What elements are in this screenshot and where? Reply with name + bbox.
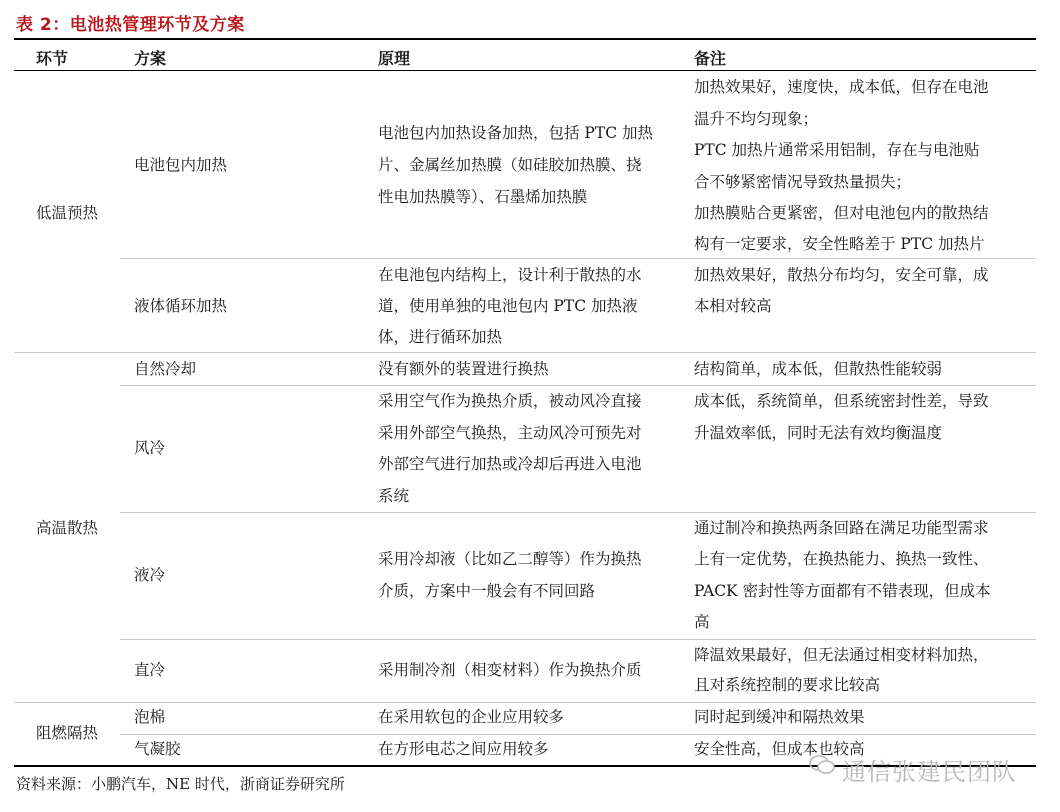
notes-line: 本相对较高 bbox=[694, 297, 772, 315]
group-low-temp: 低温预热 bbox=[36, 204, 99, 222]
principle-line: 系统 bbox=[378, 487, 410, 505]
scheme-cell: 直冷 bbox=[134, 661, 166, 679]
notes-line: 降温效果最好，但无法通过相变材料加热， bbox=[694, 646, 989, 664]
notes-line: 成本低，系统简单，但系统密封性差，导致 bbox=[694, 392, 989, 410]
scheme-cell: 液体循环加热 bbox=[134, 297, 228, 315]
group-high-temp: 高温散热 bbox=[36, 519, 99, 537]
notes-line: 合不够紧密情况导致热量损失； bbox=[694, 173, 912, 191]
header-stage: 环节 bbox=[36, 49, 69, 68]
notes-line: 温升不均匀现象； bbox=[694, 110, 819, 128]
principle-line: 在采用软包的企业应用较多 bbox=[378, 708, 565, 726]
notes-line: 高 bbox=[694, 613, 710, 631]
table-title: 表 2：电池热管理环节及方案 bbox=[16, 15, 245, 35]
table-header bbox=[14, 40, 1036, 70]
scheme-cell: 气凝胶 bbox=[134, 740, 181, 758]
group-fire: 阻燃隔热 bbox=[36, 724, 99, 742]
principle-line: 在电池包内结构上，设计利于散热的水 bbox=[378, 266, 642, 284]
principle-line: 道，使用单独的电池包内 PTC 加热液 bbox=[378, 297, 638, 315]
header-rule bbox=[14, 70, 1036, 71]
scheme-cell: 风冷 bbox=[134, 439, 166, 457]
watermark-text: 通信张建民团队 bbox=[842, 758, 1017, 786]
scheme-cell: 电池包内加热 bbox=[134, 156, 228, 174]
principle-line: 在方形电芯之间应用较多 bbox=[378, 740, 549, 758]
principle-line: 没有额外的装置进行换热 bbox=[378, 360, 549, 378]
principle-line: 片、金属丝加热膜（如硅胶加热膜、挠 bbox=[378, 156, 642, 174]
notes-line: 加热效果好，散热分布均匀，安全可靠，成 bbox=[694, 266, 989, 284]
header-notes: 备注 bbox=[694, 49, 727, 68]
scheme-cell: 自然冷却 bbox=[134, 360, 197, 378]
group-separator bbox=[14, 352, 1036, 353]
principle-line: 采用空气作为换热介质，被动风冷直接 bbox=[378, 392, 642, 410]
notes-line: 结构简单，成本低，但散热性能较弱 bbox=[694, 360, 943, 378]
notes-line: 升温效率低，同时无法有效均衡温度 bbox=[694, 424, 943, 442]
notes-line: 同时起到缓冲和隔热效果 bbox=[694, 708, 865, 726]
notes-line: 上有一定优势，在换热能力、换热一致性、 bbox=[694, 550, 989, 568]
header-scheme: 方案 bbox=[134, 49, 167, 68]
notes-line: 且对系统控制的要求比较高 bbox=[694, 676, 881, 694]
notes-line: 加热膜贴合更紧密，但对电池包内的散热结 bbox=[694, 204, 989, 222]
principle-line: 体，进行循环加热 bbox=[378, 328, 503, 346]
wechat-icon bbox=[808, 754, 836, 776]
header-principle: 原理 bbox=[378, 49, 411, 68]
principle-line: 电池包内加热设备加热，包括 PTC 加热 bbox=[378, 124, 653, 142]
scheme-cell: 泡棉 bbox=[134, 708, 166, 726]
notes-line: PACK 密封性等方面都有不错表现，但成本 bbox=[694, 582, 991, 600]
principle-line: 采用制冷剂（相变材料）作为换热介质 bbox=[378, 661, 642, 679]
notes-line: 通过制冷和换热两条回路在满足功能型需求 bbox=[694, 519, 989, 537]
principle-line: 介质，方案中一般会有不同回路 bbox=[378, 582, 596, 600]
principle-line: 采用冷却液（比如乙二醇等）作为换热 bbox=[378, 550, 642, 568]
notes-line: 加热效果好，速度快，成本低，但存在电池 bbox=[694, 78, 989, 96]
notes-line: 构有一定要求，安全性略差于 PTC 加热片 bbox=[694, 235, 985, 253]
scheme-cell: 液冷 bbox=[134, 566, 166, 584]
source-note: 资料来源：小鹏汽车，NE 时代，浙商证券研究所 bbox=[16, 775, 345, 793]
row-separator bbox=[120, 734, 1036, 735]
notes-line: 安全性高，但成本也较高 bbox=[694, 740, 865, 758]
principle-line: 采用外部空气换热，主动风冷可预先对 bbox=[378, 424, 642, 442]
principle-line: 外部空气进行加热或冷却后再进入电池 bbox=[378, 455, 642, 473]
principle-line: 性电加热膜等）、石墨烯加热膜 bbox=[378, 188, 588, 206]
notes-line: PTC 加热片通常采用铝制，存在与电池贴 bbox=[694, 141, 980, 159]
